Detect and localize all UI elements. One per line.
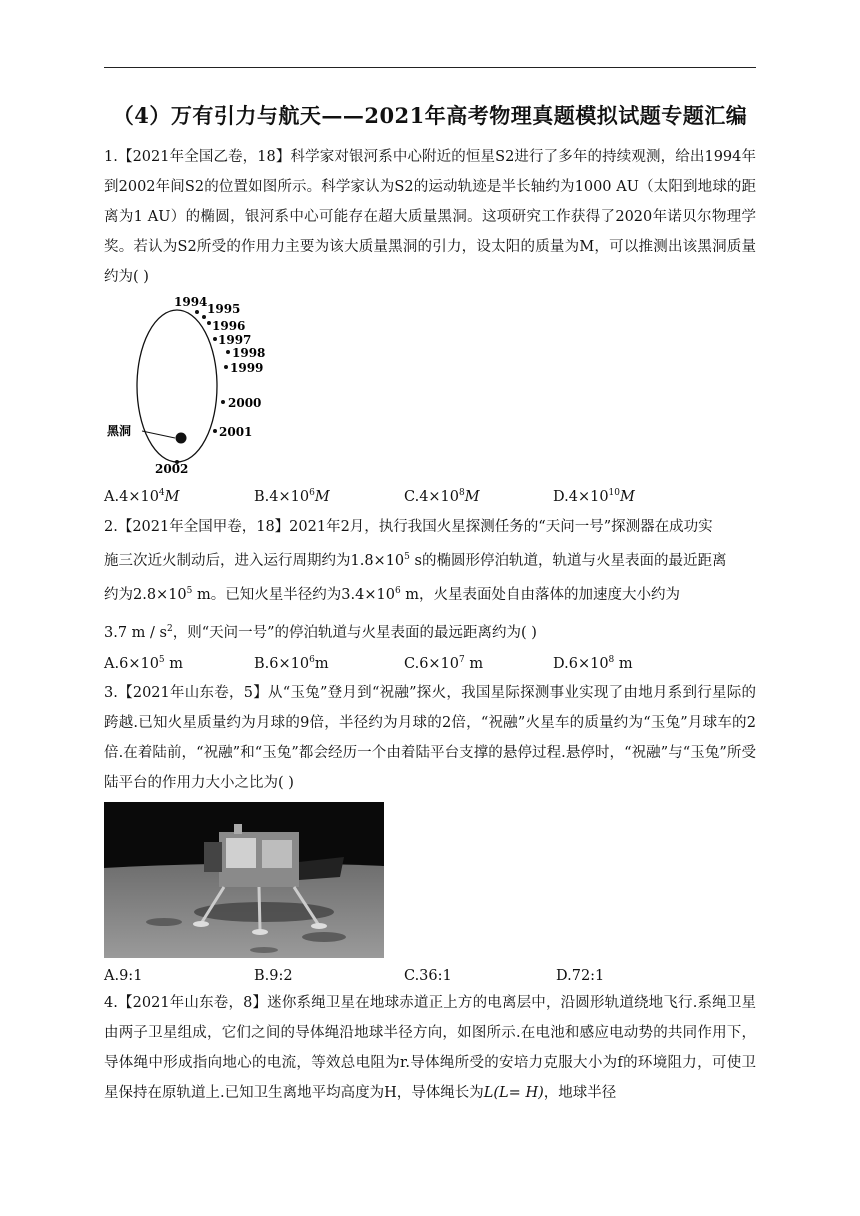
option-c[interactable]: $C.4\times 10^8M$	[404, 488, 480, 505]
question-2-text: 2.【2021年全国甲卷，18】2021年2月，执行我国火星探测任务的“天问一号”探测器在成功实 施三次近火制动后，进入运行周期约为$1.8\times 10^5$ s的椭圆形停泊轨道，轨道与火星表面的最近距离 约为$2.8\times 10^5$ m。已知火星半径约为$3.4\times 10^6$ m，火星表面处自由落体的加速度大小约为 3.7 m / $s^2$，则“天问一号”的停泊轨道与火星表面的最远距离约为( )	[104, 519, 727, 641]
orbit-point	[202, 315, 206, 319]
option-b[interactable]: B.9:2	[254, 968, 293, 984]
year-label: 2000	[228, 396, 262, 410]
option-a[interactable]: $A.4\times 10^4M$	[104, 488, 180, 505]
year-label: 1999	[230, 361, 264, 375]
option-d[interactable]: $D.6\times 10^8$ m	[553, 655, 633, 672]
black-hole-label: 黑洞	[107, 424, 132, 438]
black-hole-dot	[176, 433, 187, 444]
orbit-point	[213, 429, 217, 433]
year-label: 1998	[232, 346, 266, 360]
question-3-text: 3.【2021年山东卷，5】从“玉兔”登月到“祝融”探火，我国星际探测事业实现了由地月系到行星际的跨越.已知火星质量约为月球的9倍，半径约为月球的2倍，“祝融”火星车的质量约为“玉兔”月球车的2倍.在着陆前，“祝融”和“玉兔”都会经历一个由着陆平台支撑的悬停过程.悬停时，“祝融”与“玉兔”所受陆平台的作用力大小之比为( )	[104, 685, 756, 791]
option-c[interactable]: $C.6\times 10^7$ m	[404, 655, 484, 672]
option-d[interactable]: $D.4\times 10^{10}M$	[553, 488, 635, 505]
year-label: 1994	[174, 295, 208, 309]
question-1-options	[104, 488, 756, 512]
question-4-text: 4.【2021年山东卷，8】迷你系绳卫星在地球赤道正上方的电离层中，沿圆形轨道绕地飞行.系绳卫星由两子卫星组成，它们之间的导体绳沿地球半径方向，如图所示.在电池和感应电动势的共同作用下，导体绳中形成指向地心的电流，等效总电阻为r.导体绳所受的安培力克服大小为f的环境阻力，可使卫星保持在原轨道上.已知卫生离地平均高度为H，导体绳长为L(L= H)，地球半径	[104, 995, 756, 1101]
year-label: 2002	[155, 462, 189, 476]
header-rule	[104, 67, 756, 68]
option-b[interactable]: $B.6\times 10^6m$	[254, 655, 329, 672]
orbit-point	[195, 310, 199, 314]
orbit-point	[207, 321, 211, 325]
year-label: 2001	[219, 425, 253, 439]
year-label: 1995	[207, 302, 241, 316]
option-a[interactable]: $A.6\times 10^5$ m	[104, 655, 184, 672]
question-1-text: 1.【2021年全国乙卷，18】科学家对银河系中心附近的恒星S2进行了多年的持续观测，给出1994年到2002年间S2的位置如图所示。科学家认为S2的运动轨迹是半长轴约为1000 AU（太阳到地球的距离为1 AU）的椭圆，银河系中心可能存在超大质量黑洞。这项研究工作获得了2020年诺贝尔物理学奖。若认为S2所受的作用力主要为该大质量黑洞的引力，设太阳的质量为M，可以推测出该黑洞质量约为( )	[104, 149, 756, 285]
option-c[interactable]: C.36:1	[404, 968, 452, 984]
year-label: 1996	[212, 319, 246, 333]
orbit-point	[221, 400, 225, 404]
orbit-point	[213, 337, 217, 341]
orbit-point	[226, 350, 230, 354]
rope-length-formula: L(L= H)	[483, 1085, 544, 1101]
question-2-options	[104, 655, 756, 679]
year-label: 1997	[218, 333, 252, 347]
option-a[interactable]: A.9:1	[104, 968, 143, 984]
option-b[interactable]: $B.4\times 10^6M$	[254, 488, 330, 505]
s2-orbit-figure	[104, 292, 274, 482]
option-d[interactable]: D.72:1	[556, 968, 605, 984]
page-title: （4）万有引力与航天——2021年高考物理真题模拟试题专题汇编	[112, 103, 748, 128]
lander-photo	[104, 802, 384, 958]
orbit-point	[224, 365, 228, 369]
